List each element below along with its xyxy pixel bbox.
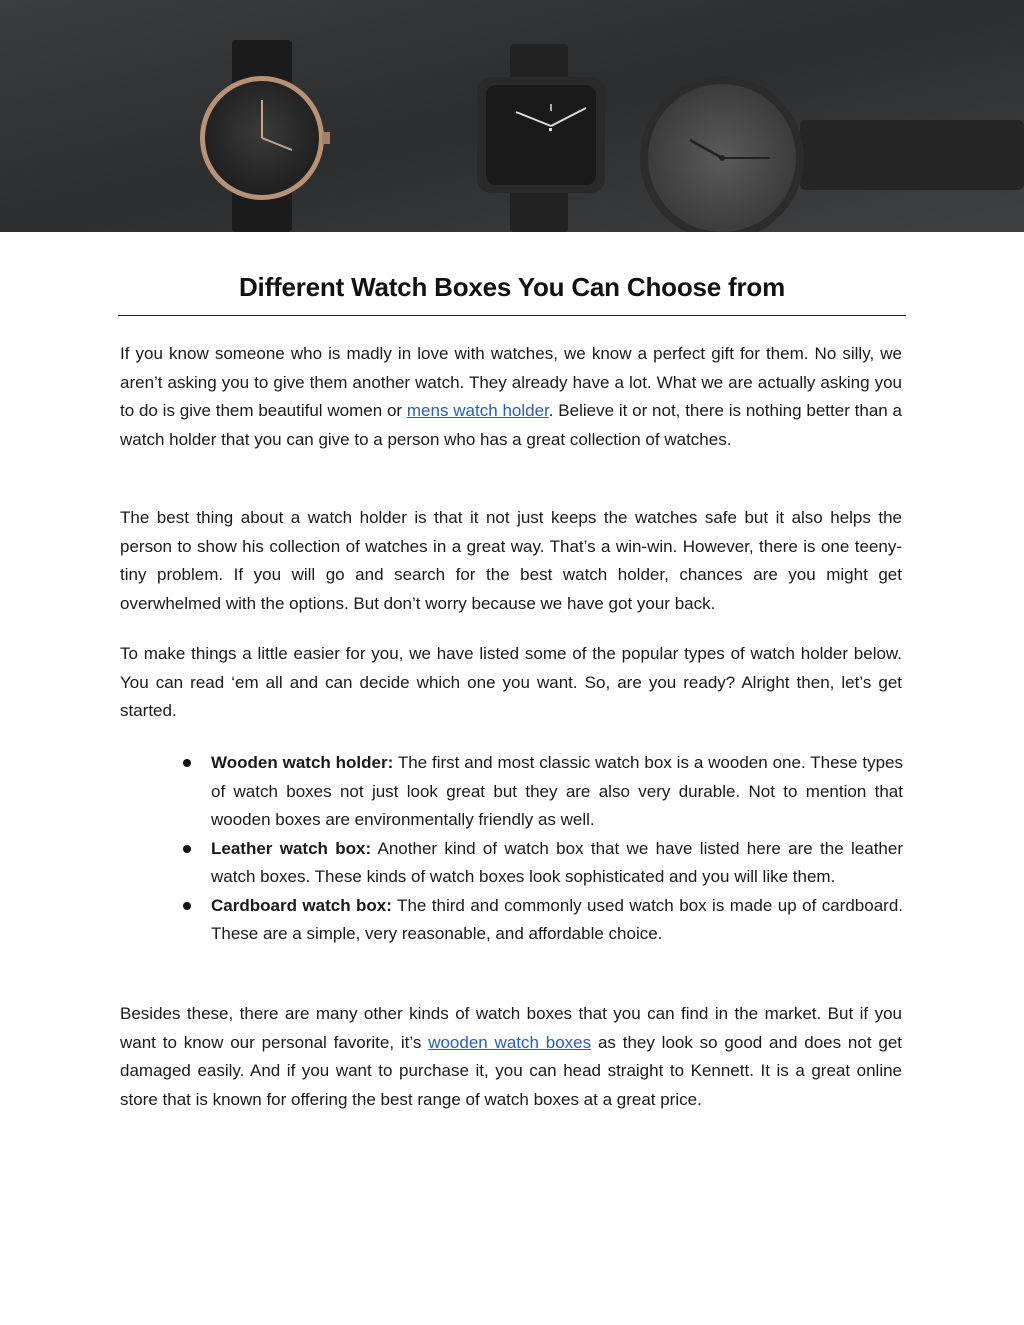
- list-item: [170, 835, 903, 892]
- bullet-icon: [183, 902, 191, 910]
- list-item-term: Leather watch box:: [211, 838, 372, 858]
- list-item-text: The third and commonly used watch box is made up of cardboard. These are a simple, very reasonable, and affordable choice.: [211, 895, 904, 943]
- paragraph-intro: [120, 340, 902, 454]
- title-divider: [118, 315, 906, 316]
- bullet-icon: [183, 759, 191, 767]
- paragraph-intro-text-end: . Believe it or not, there is nothing better than a watch holder that you can give to a person who has a great collection of watches.: [120, 401, 902, 449]
- paragraph-easier: To make things a little easier for you, we have listed some of the popular types of watch holder below. You can read ‘em all and can decide which one you want. So, are you ready? Alright then, let’s get started.: [120, 644, 902, 720]
- list-item-term: Wooden watch holder:: [211, 753, 394, 772]
- paragraph-conclusion-text: Besides these, there are many other kinds of watch boxes that you can find in the market. But if you want to know our personal favorite, it’s: [120, 1004, 902, 1052]
- list-item: [170, 892, 903, 949]
- list-item-term: Cardboard watch box:: [211, 895, 392, 915]
- paragraph-conclusion: [120, 1000, 902, 1114]
- paragraph-intro-text: If you know someone who is madly in love with watches, we know a perfect gift for them. No silly, we aren’t asking you to give them another watch. They already have a lot. What we are actually asking you to do is give them beautiful women or: [120, 344, 902, 420]
- article-title: Different Watch Boxes You Can Choose from: [238, 272, 786, 302]
- bullet-icon: [183, 845, 191, 853]
- list-item: [170, 749, 903, 835]
- paragraph-conclusion-text-end: as they look so good and does not get damaged easily. And if you want to purchase it, you can head straight to Kennett. It is a great online store that is known for offering the best range of watch boxes at a great price.: [120, 1032, 902, 1109]
- watch-box-types-list: [170, 749, 903, 949]
- watches-illustration: [0, 0, 1024, 232]
- mens-watch-holder-link[interactable]: mens watch holder: [406, 401, 549, 420]
- list-item-text: The first and most classic watch box is a wooden one. These types of watch boxes not just look great but they are also very durable. Not to mention that wooden boxes are environmentally friendly as well.: [211, 753, 903, 829]
- wooden-watch-boxes-link[interactable]: wooden watch boxes: [428, 1032, 592, 1052]
- list-item-text: Another kind of watch box that we have listed here are the leather watch boxes. These kinds of watch boxes look sophisticated and you will like them.: [211, 838, 903, 886]
- paragraph-best-thing: The best thing about a watch holder is that it not just keeps the watches safe but it also helps the person to show his collection of watches in a great way. That’s a win-win. However, there is one teeny-tiny problem. If you will go and search for the best watch holder, chances are you might get overwhelmed with the options. But don’t worry because we have got your back.: [120, 508, 902, 613]
- hero-watches-image: [0, 0, 1024, 232]
